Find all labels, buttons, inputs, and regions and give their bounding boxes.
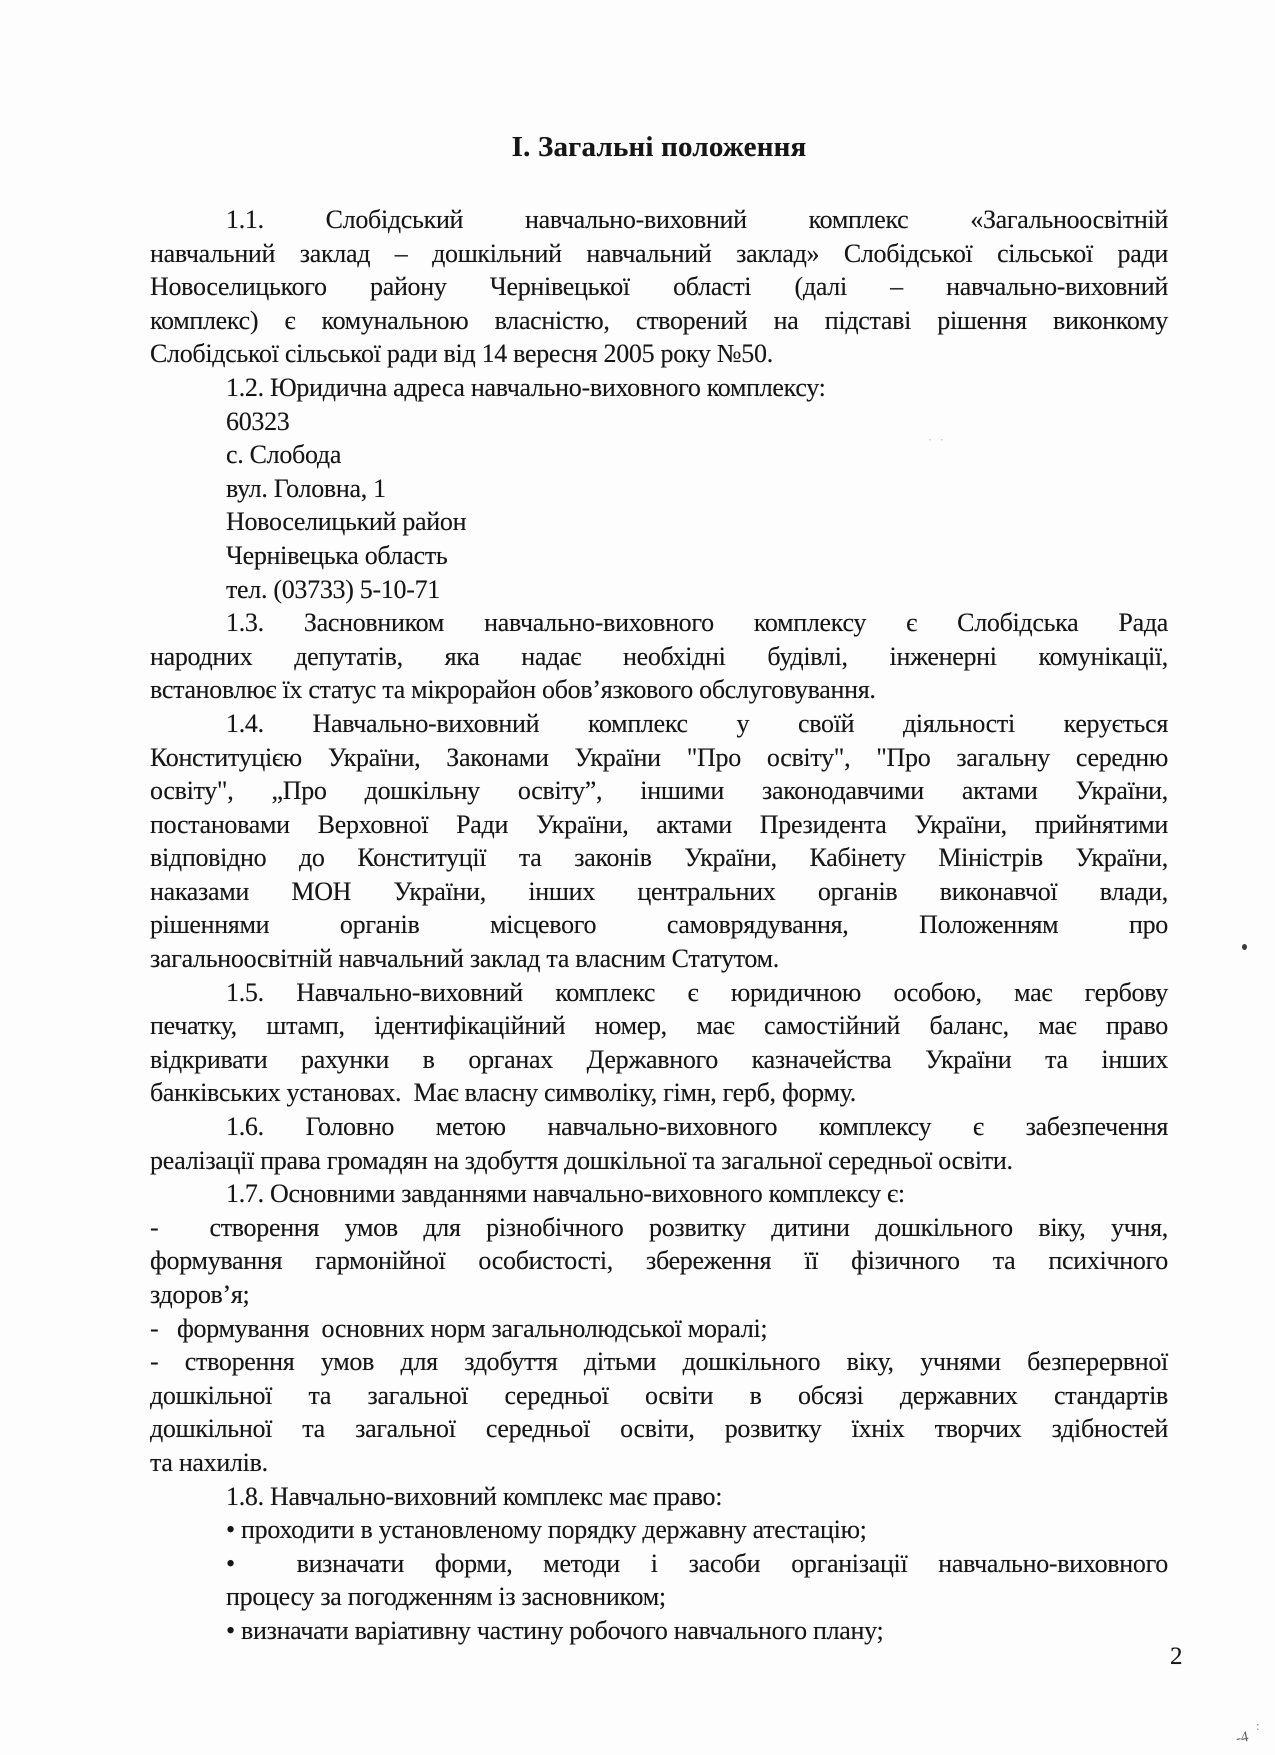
clause-1-1-line-2: навчальний заклад – дошкільний навчальний заклад» Слобідської сільської ради [150,238,1168,268]
document-content [150,130,1168,1648]
task-item-1-line-3: здоров’я; [150,1280,250,1309]
address-line-6: тел. (03733) 5-10-71 [226,574,441,604]
scan-smudge-artifact: · · [928,432,946,447]
clause-1-1-line-4: комплекс) є комунальною власністю, створений на підставі рішення виконкому [150,305,1168,335]
clause-1-1-line-3: Новоселицького району Чернівецької області (далі – навчально-виховний [150,272,1168,302]
right-item-3-line-1: • визначати варіативну частину робочого навчального плану; [226,1615,884,1645]
clause-1-8-line-1: 1.8. Навчально-виховний комплекс має право: [226,1481,723,1511]
clause-1-6-line-1: 1.6. Головно метою навчально-виховного комплексу є забезпечення [226,1112,1168,1142]
task-item-2-line-1: - формування основних норм загальнолюдської моралі; [150,1313,768,1343]
clause-1-5-line-4: банківських установах. Має власну символіку, гімн, герб, форму. [150,1078,856,1108]
clause-1-4-line-8: загальноосвітній навчальний заклад та власним Статутом. [150,944,779,974]
clause-1-3-line-2: народних депутатів, яка надає необхідні будівлі, інженерні комунікації, [150,641,1168,671]
task-item-1-line-2: формування гармонійної особистості, збереження її фізичного та психічного [150,1246,1168,1276]
address-line-4: Новоселицький район [226,507,467,537]
address-line-5: Чернівецька область [226,540,448,570]
right-item-2-line-2: процесу за погодженням із засновником; [226,1582,666,1612]
clause-1-7-line-1: 1.7. Основними завданнями навчально-виховного комплексу є: [226,1179,905,1209]
clause-1-4-line-1: 1.4. Навчально-виховний комплекс у своїй діяльності керується [226,708,1168,738]
clause-1-4-line-6: наказами МОН України, інших центральних органів виконавчої влади, [150,876,1168,906]
clause-1-5-line-3: відкривати рахунки в органах Державного казначейства України та інших [150,1044,1168,1074]
clause-1-4-line-3: освіту", „Про дошкільну освіту”, іншими законодавчими актами України, [150,776,1168,806]
address-line-3: вул. Головна, 1 [226,473,386,503]
address-line-1: 60323 [226,406,290,436]
corner-colon-artifact: : [1256,1718,1260,1733]
address-line-2: с. Слобода [226,440,342,470]
task-item-3-line-3: дошкільної та загальної середньої освіти, розвитку їхніх творчих здібностей [150,1414,1168,1444]
right-item-1-line-1: • проходити в установленому порядку державну атестацію; [226,1515,867,1545]
task-item-3-line-4: та нахилів. [150,1447,268,1477]
corner-mark-artifact: -4 [1234,1729,1250,1747]
right-item-2-line-1: • визначати форми, методи і засоби організації навчально-виховного [226,1548,1168,1578]
page-number: 2 [1170,1643,1183,1670]
clause-1-2-line-1: 1.2. Юридична адреса навчально-виховного комплексу: [226,372,826,402]
clause-1-1-line-5: Слобідської сільської ради від 14 вересня 2005 року №50. [150,339,773,369]
clause-1-5-line-2: печатку, штамп, ідентифікаційний номер, має самостійний баланс, має право [150,1011,1168,1041]
clause-1-4-line-7: рішеннями органів місцевого самоврядування, Положенням про [150,910,1168,940]
clause-1-3-line-3: встановлює їх статус та мікрорайон обов’язкового обслуговування. [150,675,876,705]
clause-1-3-line-1: 1.3. Засновником навчально-виховного комплексу є Слобідська Рада [226,608,1168,638]
clause-1-4-line-2: Конституцією України, Законами України "Про освіту", "Про загальну середню [150,742,1168,772]
task-item-3-line-1: - створення умов для здобуття дітьми дошкільного віку, учнями безперервної [150,1347,1168,1377]
clause-1-4-line-4: постановами Верховної Ради України, актами Президента України, прийнятими [150,809,1168,839]
task-item-1-line-1: - створення умов для різнобічного розвитку дитини дошкільного віку, учня, [150,1212,1168,1242]
ink-dot-artifact [1242,944,1247,950]
clause-1-5-line-1: 1.5. Навчально-виховний комплекс є юридичною особою, має гербову [226,977,1168,1007]
document-body [150,203,1168,1648]
task-item-3-line-2: дошкільної та загальної середньої освіти в обсязі державних стандартів [150,1380,1168,1410]
clause-1-1-line-1: 1.1. Слобідський навчально-виховний комплекс «Загальноосвітній [226,205,1168,234]
section-title: І. Загальні положення [511,131,807,163]
clause-1-4-line-5: відповідно до Конституції та законів України, Кабінету Міністрів України, [150,843,1168,873]
clause-1-6-line-2: реалізації права громадян на здобуття дошкільної та загальної середньої освіти. [150,1145,1013,1175]
